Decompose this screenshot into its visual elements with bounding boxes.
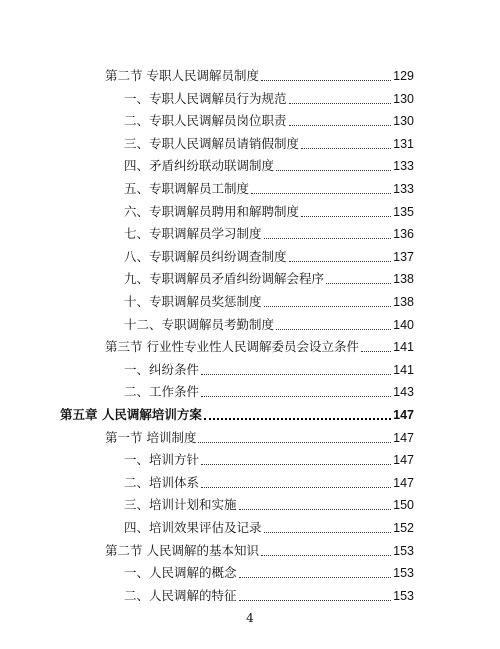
toc-leader-dots [276,329,391,330]
toc-entry-page: 130 [393,114,414,129]
toc-entry [124,491,414,513]
toc-entry-page: 133 [393,182,414,196]
toc-entry-label: 三、培训计划和实施 [124,497,237,513]
toc-entry-label: 第五章 人民调解培训方案 [60,407,202,422]
toc-leader-dots [201,487,391,488]
toc-entry [124,514,414,536]
toc-entry-label: 九、专职调解员矛盾纠纷调解会程序 [124,271,325,287]
toc-leader-dots [326,283,391,284]
toc-entry-label: 一、人民调解的概念 [124,565,237,581]
toc-entry [105,537,414,559]
toc-leader-dots [201,396,391,397]
toc-leader-dots [289,261,392,262]
toc-entry [105,62,414,84]
toc-entry-label: 十二、专职调解员考勤制度 [124,316,275,332]
toc-leader-dots [301,148,391,149]
toc-entry-label: 二、人民调解的特征 [124,587,237,603]
toc-entry [124,356,414,378]
toc-entry [124,311,414,333]
toc-entry-page: 138 [393,272,414,287]
toc-entry [124,175,414,197]
toc-entry [124,559,414,581]
toc-entry-page: 143 [393,385,414,400]
toc-entry [124,220,414,242]
toc-leader-dots [264,532,392,533]
toc-entry-label: 四、培训效果评估及记录 [124,520,262,535]
toc-leader-dots [261,80,391,81]
toc-entry-page: 138 [393,295,414,309]
toc-entry-label: 第二节 专职人民调解员制度 [105,68,259,83]
toc-entry [124,469,414,491]
toc-leader-dots [198,442,391,443]
toc-entry-page: 153 [393,566,414,581]
toc-entry [124,582,414,604]
toc-leader-dots [301,216,391,217]
toc-entry-page: 147 [393,475,414,490]
toc-entry-label: 八、专职调解员纠纷调查制度 [124,248,287,264]
toc-entry [60,401,414,423]
toc-entry-label: 三、专职人民调解员请销假制度 [124,135,300,151]
toc-entry-label: 六、专职调解员聘用和解聘制度 [124,203,300,219]
toc-entry-page: 153 [393,543,414,558]
toc-entry-label: 四、矛盾纠纷联动联调制度 [124,158,275,174]
toc-entry [124,107,414,129]
toc-entry-label: 一、纠纷条件 [124,361,200,377]
toc-entry-page: 141 [393,362,414,377]
toc-entry [105,424,414,446]
toc-leader-dots [239,509,392,510]
toc-entry-page: 147 [393,453,414,468]
toc-entry-page: 137 [393,249,414,264]
toc-entry [124,288,414,310]
toc-entry-page: 153 [393,588,414,603]
toc-entry [124,198,414,220]
toc-leader-dots [251,193,391,194]
toc-entry-page: 136 [393,227,414,242]
toc-leader-dots [204,418,391,420]
toc-entry-page: 150 [393,498,414,513]
toc-entry [124,130,414,152]
toc-entry-page: 152 [393,521,414,535]
toc-entry-page: 140 [393,317,414,332]
toc-entry [124,243,414,265]
toc-leader-dots [201,374,391,375]
toc-leader-dots [239,577,392,578]
toc-entry [124,265,414,287]
toc-entry-label: 二、工作条件 [124,384,200,400]
toc-entry-label: 五、专职调解员工制度 [124,181,250,196]
toc-leader-dots [264,306,392,307]
toc-entry-page: 135 [393,204,414,219]
toc-entry [105,333,414,355]
toc-entry-label: 第一节 培训制度 [105,429,197,445]
toc-leader-dots [239,600,392,601]
toc-entry-page: 131 [393,136,414,151]
toc-leader-dots [276,170,391,171]
toc-leader-dots [264,238,392,239]
toc-entry-page: 133 [393,159,414,174]
toc-entry [124,446,414,468]
toc-entry-label: 二、专职人民调解员岗位职责 [124,113,287,129]
toc-leader-dots [201,464,391,465]
toc-entry-label: 一、专职人民调解员行为规范 [124,90,287,106]
toc-entry-page: 129 [393,69,414,83]
toc-entry [124,152,414,174]
toc-entry-label: 二、培训体系 [124,474,200,490]
toc-entry-page: 147 [393,430,414,445]
toc-leader-dots [261,555,391,556]
toc-leader-dots [289,125,392,126]
toc-entry-page: 141 [393,340,414,355]
toc-entry-label: 七、专职调解员学习制度 [124,226,262,242]
toc-entry [124,378,414,400]
toc-entry-label: 十、专职调解员奖惩制度 [124,294,262,309]
toc-entry-label: 第二节 人民调解的基本知识 [105,542,259,558]
toc-leader-dots [361,351,391,352]
toc-entry-page: 147 [393,408,414,422]
toc-entry-page: 130 [393,91,414,106]
page-number: 4 [246,611,254,625]
toc-entry [124,85,414,107]
toc-entry-label: 一、培训方针 [124,452,200,468]
toc-leader-dots [289,103,392,104]
toc-entry-label: 第三节 行业性专业性人民调解委员会设立条件 [105,339,359,355]
